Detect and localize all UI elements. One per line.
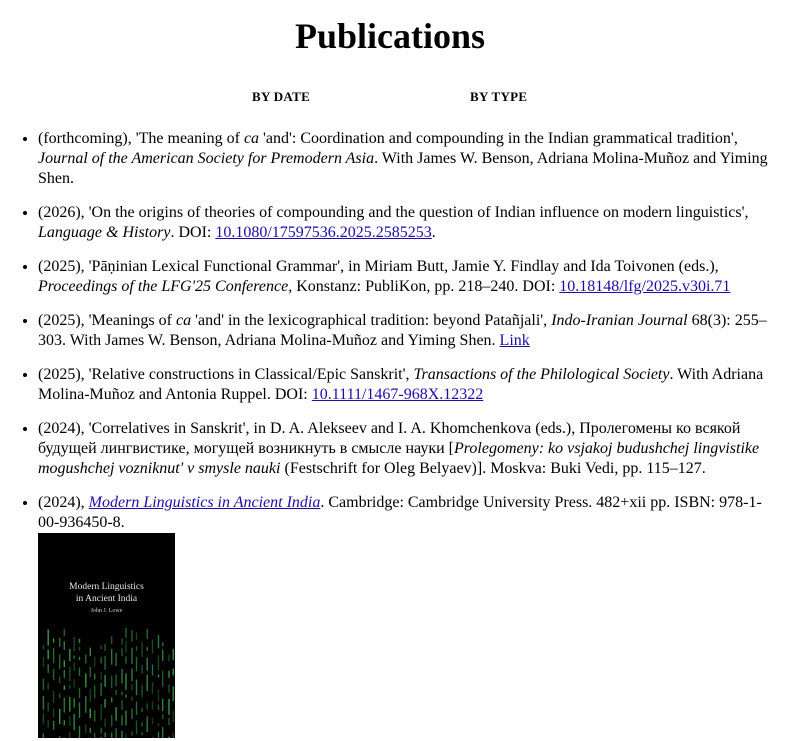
cover-rain-stroke xyxy=(79,688,80,698)
cover-rain-stroke xyxy=(85,673,86,687)
article-link[interactable]: Link xyxy=(499,332,530,349)
cover-rain-stroke xyxy=(59,676,60,683)
cover-rain-stroke xyxy=(43,657,44,667)
cover-rain-stroke xyxy=(125,656,126,663)
cover-rain-stroke xyxy=(101,657,102,664)
cover-rain-stroke xyxy=(115,707,116,721)
cover-rain-stroke xyxy=(158,689,159,701)
cover-rain-stroke xyxy=(101,728,102,734)
cover-rain-stroke xyxy=(74,698,75,707)
cover-rain-stroke xyxy=(90,648,91,657)
cover-rain-stroke xyxy=(147,716,148,732)
cover-rain-stroke xyxy=(136,646,137,650)
cover-rain-stroke xyxy=(147,703,148,709)
cover-rain-stroke xyxy=(121,731,122,738)
cover-rain-stroke xyxy=(59,654,60,669)
cover-rain-stroke xyxy=(101,645,102,649)
cover-rain-stroke xyxy=(131,684,132,690)
cover-rain-stroke xyxy=(94,710,95,721)
cover-title: Modern Linguistics in Ancient India xyxy=(69,582,144,604)
cover-rain-stroke xyxy=(94,733,95,738)
cover-rain-stroke xyxy=(115,728,116,738)
cover-rain-stroke xyxy=(90,689,91,702)
cover-rain-stroke xyxy=(147,658,148,671)
cover-rain-stroke xyxy=(104,644,105,651)
cover-code-rain xyxy=(38,533,175,738)
sort-by-date-link[interactable]: BY DATE xyxy=(252,89,311,104)
cover-rain-stroke xyxy=(168,671,169,678)
cover-rain-stroke xyxy=(162,727,163,738)
cover-rain-stroke xyxy=(74,714,75,730)
cover-rain-stroke xyxy=(104,656,105,669)
cover-rain-stroke xyxy=(79,702,80,718)
cover-rain-stroke xyxy=(125,711,126,726)
cover-rain-stroke xyxy=(90,738,91,739)
pub-text: 68(3): 255–303. With James W. Benson, Adriana Molina-Muñoz and Yiming Shen. xyxy=(38,312,767,349)
cover-rain-stroke xyxy=(59,736,60,738)
cover-rain-stroke xyxy=(141,708,142,712)
cover-rain-stroke xyxy=(131,668,132,681)
cover-rain-stroke xyxy=(74,637,75,651)
pub-text: . With James W. Benson, Adriana Molina-Muñoz and Yiming Shen. xyxy=(38,150,768,187)
cover-rain-stroke xyxy=(53,721,54,730)
cover-rain-stroke xyxy=(152,701,153,709)
cover-rain-stroke xyxy=(104,699,105,707)
cover-rain-stroke xyxy=(173,711,174,722)
cover-rain-stroke xyxy=(131,709,132,720)
cover-rain-stroke xyxy=(101,672,102,680)
cover-rain-stroke xyxy=(101,683,102,696)
cover-rain-stroke xyxy=(59,638,60,647)
cover-rain-stroke xyxy=(43,733,44,738)
pub-text: . Cambridge: Cambridge University Press. 482+xii pp. ISBN: 978-1-00-936450-8. xyxy=(38,494,762,531)
cover-rain-stroke xyxy=(147,629,148,639)
doi-link[interactable]: 10.18148/lfg/2025.v30i.71 xyxy=(559,278,731,295)
cover-rain-stroke xyxy=(158,655,159,670)
cover-rain-stroke xyxy=(53,708,54,717)
cover-rain-stroke xyxy=(64,660,65,667)
cover-rain-stroke xyxy=(79,668,80,676)
cover-rain-stroke xyxy=(168,737,169,739)
cover-rain-stroke xyxy=(59,694,60,699)
cover-rain-stroke xyxy=(152,640,153,654)
pub-text: (forthcoming), 'The meaning of xyxy=(38,130,244,147)
cover-rain-stroke xyxy=(48,664,49,673)
cover-rain-stroke xyxy=(131,630,132,642)
page-title: Publications xyxy=(294,16,486,56)
publication-item xyxy=(38,311,773,351)
cover-rain-stroke xyxy=(85,696,86,713)
cover-rain-stroke xyxy=(64,686,65,690)
cover-rain-stroke xyxy=(147,675,148,692)
cover-rain-stroke xyxy=(48,650,49,659)
sort-by-type-link[interactable]: BY TYPE xyxy=(470,89,528,104)
publication-item xyxy=(38,365,773,405)
cover-rain-stroke xyxy=(53,691,54,703)
pub-journal: Transactions of the Philological Society xyxy=(413,366,670,383)
cover-rain-stroke xyxy=(125,628,126,638)
cover-rain-stroke xyxy=(69,716,70,726)
cover-rain-stroke xyxy=(125,695,126,698)
cover-rain-stroke xyxy=(152,665,153,676)
cover-rain-stroke xyxy=(43,714,44,724)
pub-text: 'and': Coordination and compounding in the Indian grammatical tradition', xyxy=(259,130,738,147)
cover-rain-stroke xyxy=(64,720,65,725)
pub-journal: Journal of the American Society for Premodern Asia xyxy=(38,150,375,167)
cover-rain-stroke xyxy=(94,685,95,698)
cover-rain-stroke xyxy=(79,726,80,738)
pub-text: (2024), xyxy=(38,494,89,511)
cover-rain-stroke xyxy=(90,667,91,677)
cover-rain-stroke xyxy=(168,718,169,725)
pub-text: (2025), 'Pāṇinian Lexical Functional Grammar', in Miriam Butt, Jamie Y. Findlay and Ida Toivonen (eds.), xyxy=(38,258,719,275)
cover-rain-stroke xyxy=(121,692,122,696)
cover-rain-stroke xyxy=(152,718,153,724)
cover-rain-stroke xyxy=(53,648,54,663)
cover-rain-stroke xyxy=(158,674,159,677)
pub-text: (2026), 'On the origins of theories of compounding and the question of Indian influence on modern linguistics', xyxy=(38,204,749,221)
pub-text: (2025), 'Relative constructions in Classical/Epic Sanskrit', xyxy=(38,366,414,383)
cover-rain-stroke xyxy=(141,732,142,735)
cover-rain-stroke xyxy=(121,648,122,656)
cover-rain-stroke xyxy=(168,684,169,692)
cover-rain-stroke xyxy=(79,639,80,643)
cover-rain-stroke xyxy=(136,720,137,734)
cover-rain-stroke xyxy=(69,649,70,661)
cover-rain-stroke xyxy=(173,669,174,676)
cover-rain-stroke xyxy=(141,642,142,657)
cover-rain-stroke xyxy=(173,686,174,701)
cover-rain-stroke xyxy=(64,641,65,650)
cover-author: John J. Lowe xyxy=(90,608,123,614)
book-cover-image[interactable] xyxy=(38,533,175,738)
cover-rain-stroke xyxy=(59,709,60,724)
pub-emphasis: ca xyxy=(175,312,192,329)
cover-rain-stroke xyxy=(94,674,95,680)
cover-rain-stroke xyxy=(64,737,65,738)
cover-rain-stroke xyxy=(136,702,137,715)
cover-rain-stroke xyxy=(74,679,75,688)
cover-rain-stroke xyxy=(90,728,91,733)
cover-rain-stroke xyxy=(104,732,105,737)
doi-link[interactable]: 10.1080/17597536.2025.2585253 xyxy=(215,224,432,241)
cover-rain-stroke xyxy=(162,650,163,661)
cover-rain-stroke xyxy=(85,655,86,664)
pub-text: (Festschrift for Oleg Belyaev)]. Moskva: Buki Vedi, pp. 115–127. xyxy=(280,460,706,477)
cover-rain-stroke xyxy=(158,705,159,711)
pub-emphasis: ca xyxy=(243,130,260,147)
cover-rain-stroke xyxy=(69,667,70,682)
cover-rain-stroke xyxy=(115,653,116,666)
cover-rain-stroke xyxy=(115,690,116,695)
cover-rain-stroke xyxy=(43,696,44,710)
cover-rain-stroke xyxy=(111,636,112,644)
cover-rain-stroke xyxy=(141,685,142,698)
cover-rain-stroke xyxy=(136,657,137,671)
cover-rain-stroke xyxy=(79,647,80,651)
cover-rain-stroke xyxy=(125,734,126,738)
cover-rain-stroke xyxy=(111,649,112,665)
cover-rain-stroke xyxy=(74,656,75,659)
cover-rain-stroke xyxy=(111,733,112,738)
pub-text: . With Adriana Molina-Muñoz and Antonia Ruppel. DOI: xyxy=(38,366,764,403)
pub-text: (2025), 'Meanings of xyxy=(38,312,176,329)
pub-journal: Prolegomeny: ko vsjakoj budushchej lingvistike mogushchej vozniknut' v smysle nauki xyxy=(38,440,760,477)
cover-rain-stroke xyxy=(173,649,174,660)
publication-item xyxy=(38,129,773,189)
cover-rain-stroke xyxy=(152,682,153,694)
cover-rain-stroke xyxy=(131,648,132,664)
cover-rain-stroke xyxy=(152,737,153,738)
cover-rain-stroke xyxy=(64,670,65,678)
cover-rain-stroke xyxy=(48,702,49,711)
pub-journal: Proceedings of the LFG'25 Conference xyxy=(38,278,289,295)
cover-rain-stroke xyxy=(48,630,49,646)
pub-text: . DOI: xyxy=(170,224,216,241)
cover-rain-stroke xyxy=(104,719,105,728)
cover-rain-stroke xyxy=(69,697,70,712)
cover-rain-stroke xyxy=(48,683,49,690)
cover-rain-stroke xyxy=(125,641,126,653)
pub-text: . xyxy=(431,224,436,241)
publication-item xyxy=(38,203,773,243)
cover-rain-stroke xyxy=(111,697,112,702)
pub-text: 'and' in the lexicographical tradition: beyond Patañjali', xyxy=(191,312,552,329)
cover-rain-stroke xyxy=(48,720,49,728)
cover-rain-stroke xyxy=(147,647,148,650)
cover-rain-stroke xyxy=(64,629,65,637)
cover-rain-stroke xyxy=(158,723,159,726)
cover-rain-stroke xyxy=(173,733,174,738)
cover-rain-stroke xyxy=(69,685,70,689)
cover-rain-stroke xyxy=(125,673,126,690)
cover-rain-stroke xyxy=(101,737,102,738)
cover-rain-stroke xyxy=(141,665,142,674)
pub-text: , Konstanz: PubliKon, pp. 218–240. DOI: xyxy=(288,278,560,295)
cover-rain-stroke xyxy=(69,732,70,738)
pub-journal: Indo-Iranian Journal xyxy=(551,312,688,329)
doi-link[interactable]: 10.1111/1467-968X.12322 xyxy=(311,386,484,403)
cover-rain-stroke xyxy=(141,723,142,727)
cover-rain-stroke xyxy=(121,669,122,683)
cover-rain-stroke xyxy=(79,657,80,660)
cover-rain-stroke xyxy=(121,715,122,725)
cover-rain-stroke xyxy=(111,715,112,727)
sort-nav xyxy=(0,87,800,103)
book-link[interactable]: Modern Linguistics in Ancient India xyxy=(88,494,321,511)
cover-rain-stroke xyxy=(43,679,44,690)
cover-rain-stroke xyxy=(162,714,163,719)
cover-rain-stroke xyxy=(121,638,122,645)
cover-rain-stroke xyxy=(162,642,163,646)
cover-rain-stroke xyxy=(94,657,95,667)
cover-rain-stroke xyxy=(136,632,137,640)
cover-rain-stroke xyxy=(136,680,137,696)
cover-rain-stroke xyxy=(43,645,44,650)
cover-rain-stroke xyxy=(64,697,65,712)
cover-rain-stroke xyxy=(162,671,163,687)
cover-rain-stroke xyxy=(85,724,86,733)
publication-item xyxy=(38,493,773,738)
cover-rain-stroke xyxy=(158,635,159,648)
cover-rain-stroke xyxy=(162,699,163,711)
cover-rain-stroke xyxy=(111,676,112,689)
cover-rain-stroke xyxy=(104,675,105,687)
cover-rain-stroke xyxy=(131,731,132,735)
cover-rain-stroke xyxy=(53,669,54,680)
cover-rain-stroke xyxy=(131,697,132,701)
pub-text: (2024), 'Correlatives in Sanskrit', in D. A. Alekseev and I. A. Khomchenkova (eds.), Пролегомены ко всякой будущей лингвистике, могущей возникнуть в смысле науки [ xyxy=(38,420,741,457)
cover-rain-stroke xyxy=(53,639,54,643)
cover-rain-stroke xyxy=(121,700,122,710)
cover-rain-stroke xyxy=(90,709,91,719)
cover-rain-stroke xyxy=(168,655,169,661)
cover-rain-stroke xyxy=(158,732,159,738)
cover-rain-stroke xyxy=(74,663,75,672)
publication-list xyxy=(0,129,773,738)
cover-rain-stroke xyxy=(115,675,116,687)
cover-rain-stroke xyxy=(101,705,102,721)
cover-rain-stroke xyxy=(168,699,169,715)
publication-item xyxy=(38,419,773,479)
publication-item xyxy=(38,257,773,297)
pub-journal: Language & History xyxy=(38,224,171,241)
